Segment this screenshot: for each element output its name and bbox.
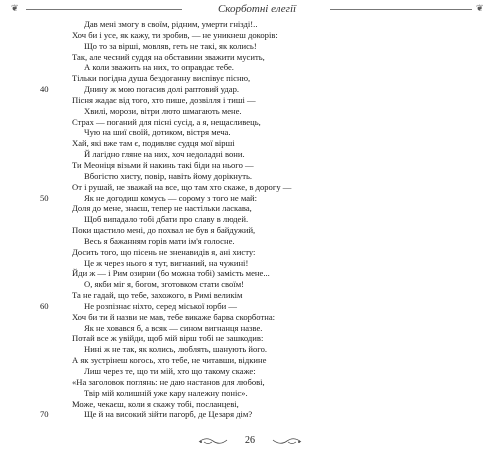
line-text: Не розпізнає ніхто, серед міської юрби — <box>84 300 237 311</box>
line-text: Йди ж — і Рим озирни (бо можна тобі) замість мене... <box>72 268 270 279</box>
line-text: Хай, які вже там є, подивляє судця мої вірші <box>72 138 235 149</box>
running-title: Скорботні елегії <box>217 3 297 15</box>
line-text: Досить того, що пісень не зненавидів я, ані хисту: <box>72 246 256 257</box>
header-rule-right <box>330 9 472 10</box>
poem-text <box>0 19 500 420</box>
poem-line <box>0 19 500 30</box>
poem-line <box>0 41 500 52</box>
poem-line <box>0 312 500 323</box>
line-text: Чую на шиї своїй, дотиком, вістря меча. <box>84 127 231 138</box>
line-number: 50 <box>40 192 49 203</box>
line-text: Й лагідно гляне на них, хоч недоладні вони. <box>84 149 245 160</box>
footer-flourish-right-icon <box>272 436 302 446</box>
line-text: Що то за вірші, мовляв, геть не такі, як колись! <box>84 40 257 51</box>
poem-line <box>0 377 500 388</box>
poem-line <box>0 203 500 214</box>
poem-line <box>0 149 500 160</box>
poem-line <box>0 290 500 301</box>
footer-flourish-left-icon <box>198 436 228 446</box>
page-number: 26 <box>245 435 255 446</box>
poem-line <box>0 323 500 334</box>
running-header <box>8 3 494 15</box>
line-text: Потай все ж увійди, щоб мій вірш тобі не зашкодив: <box>72 333 264 344</box>
line-text: Пісня жадає від того, хто пише, дозвілля і тиші — <box>72 94 256 105</box>
line-text: Страх — поганий для пісні сусід, а я, нещасливець, <box>72 116 261 127</box>
line-text: Дав мені змогу в своїм, рідним, умерти гнізді!.. <box>84 19 258 29</box>
page-footer <box>0 434 500 448</box>
line-text: Доля до мене, знаєш, тепер не настільки ласкава, <box>72 203 252 214</box>
ornament-right-icon: ❦ <box>476 4 484 14</box>
poem-line <box>0 214 500 225</box>
poem-line <box>0 52 500 63</box>
poem-line <box>0 388 500 399</box>
poem-line <box>0 193 500 204</box>
poem-line <box>0 236 500 247</box>
poem-line <box>0 84 500 95</box>
poem-line <box>0 279 500 290</box>
line-text: Хоч би і усе, як кажу, ти зробив, — не уникнеш докорів: <box>72 29 278 40</box>
line-text: Ти Меоніця візьми й накинь такі біди на нього — <box>72 159 254 170</box>
line-text: Хоч би ти й назви не мав, тебе викаже барва скорботна: <box>72 311 276 322</box>
poem-line <box>0 106 500 117</box>
header-rule-left <box>26 9 182 10</box>
line-number: 60 <box>40 300 49 311</box>
poem-line <box>0 160 500 171</box>
line-text: Вбогістю хисту, повір, навіть йому дорікнуть. <box>84 170 253 181</box>
poem-line <box>0 344 500 355</box>
poem-line <box>0 182 500 193</box>
line-text: А коли зважить на них, то оправдає тебе. <box>84 62 234 73</box>
line-text: Твір мій колишній уже кару належну поніс». <box>84 387 248 398</box>
line-text: Весь я бажанням горів мати ім'я голосне. <box>84 235 235 246</box>
poem-line <box>0 95 500 106</box>
line-text: Ще й на високий зійти пагорб, де Цезаря дім? <box>84 409 253 420</box>
poem-line <box>0 117 500 128</box>
poem-line <box>0 73 500 84</box>
poem-line <box>0 366 500 377</box>
poem-line <box>0 409 500 420</box>
line-text: «На заголовок поглянь: не даю настанов для любові, <box>72 376 265 387</box>
line-text: От і рушай, не зважай на все, що там хто скаже, в дорогу — <box>72 181 292 192</box>
poem-line <box>0 30 500 41</box>
line-text: Це ж через нього я тут, вигнаний, на чужині! <box>84 257 249 268</box>
ornament-left-icon: ❦ <box>11 4 19 14</box>
poem-line <box>0 301 500 312</box>
line-text: Поки щастило мені, до похвал не був я байдужий, <box>72 225 256 236</box>
line-text: А як зустрінеш когось, хто тебе, не читавши, відкине <box>72 355 267 366</box>
poem-line <box>0 225 500 236</box>
line-text: Так, але чесний суддя на обставини зважити мусить, <box>72 51 265 62</box>
line-text: Може, чекаєш, коли я скажу тобі, посланцеві, <box>72 398 239 409</box>
poem-line <box>0 268 500 279</box>
line-number: 70 <box>40 409 49 420</box>
poem-line <box>0 62 500 73</box>
line-text: Як не ховався б, а всяк — сином вигнанця назве. <box>84 322 263 333</box>
line-text: Лиш через те, що ти мій, хто що такому скаже: <box>84 366 256 376</box>
poem-line <box>0 171 500 182</box>
line-text: Хвилі, морози, вітри люто шмагають мене. <box>84 105 242 116</box>
line-text: Як не догодиш комусь — сорому з того не май: <box>84 192 258 203</box>
poem-line <box>0 247 500 258</box>
poem-line <box>0 355 500 366</box>
line-text: Щоб випадало тобі дбати про славу в людей. <box>84 214 249 225</box>
poem-line <box>0 138 500 149</box>
poem-line <box>0 399 500 410</box>
poem-line <box>0 127 500 138</box>
line-text: Тільки погідна душа бездоганну виспівує пісню, <box>72 73 251 84</box>
line-text: Днину ж мою погасив долі раптовий удар. <box>84 84 240 95</box>
poem-line <box>0 258 500 269</box>
line-text: О, якби міг я, богом, зготовком стати своїм! <box>84 279 245 290</box>
poem-line <box>0 333 500 344</box>
line-text: Нині ж не так, як колись, люблять, шанують його. <box>84 344 268 355</box>
line-number: 40 <box>40 84 49 95</box>
line-text: Та не гадай, що тебе, захожого, в Римі великім <box>72 290 243 301</box>
